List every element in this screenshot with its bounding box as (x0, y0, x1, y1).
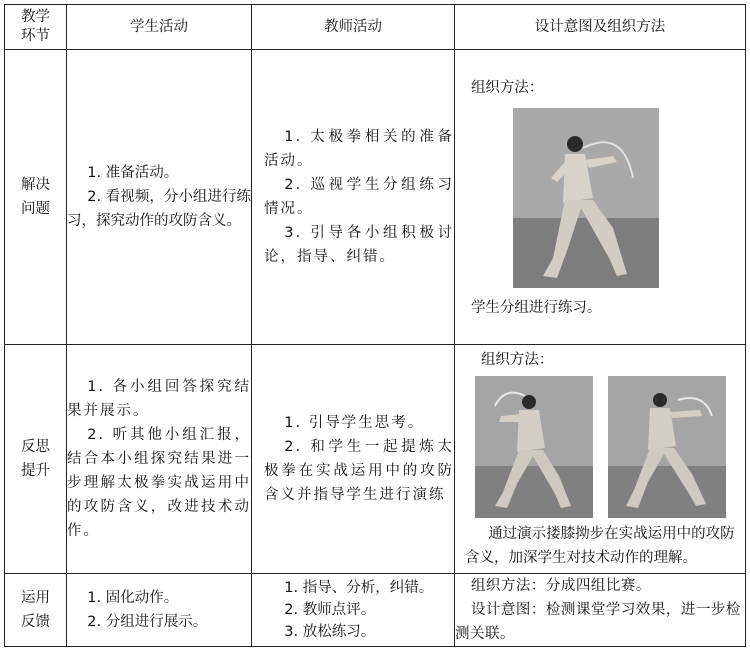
teacher-activity-item: 1. 太极拳相关的准备活动。 (264, 129, 454, 169)
header-stage-label: 教学环节 (21, 9, 50, 44)
header-student-activity: 学生活动 (67, 5, 252, 50)
student-activity-cell (67, 345, 252, 574)
table-row-apply-feedback (5, 574, 746, 647)
taichi-student-practice-photo (513, 108, 659, 288)
student-activity-item: 2. 分组进行展示。 (87, 614, 208, 630)
student-activity-cell (67, 50, 252, 345)
header-teacher-activity: 教师活动 (252, 5, 455, 50)
design-title: 组织方法： (480, 352, 554, 368)
teacher-activity-item: 2. 教师点评。 (284, 602, 376, 618)
teacher-activity-item: 1. 引导学生思考。 (284, 415, 425, 431)
stage-cell (5, 50, 67, 345)
design-cell (455, 345, 746, 574)
design-line: 组织方法：分成四组比赛。 (470, 578, 651, 594)
stage-cell (5, 345, 67, 574)
student-activity-item: 1. 固化动作。 (87, 590, 179, 606)
taichi-move-demo-illustration-right (608, 376, 726, 518)
stage-label: 反思提升 (21, 439, 50, 479)
student-activity-cell (67, 574, 252, 647)
table-row-reflect-improve (5, 345, 746, 574)
header-row (5, 5, 746, 50)
design-caption: 学生分组进行练习。 (470, 300, 602, 316)
student-activity-item: 2. 看视频，分小组进行练习，探究动作的攻防含义。 (67, 189, 251, 229)
design-cell (455, 50, 746, 345)
student-activity-item: 2. 听其他小组汇报，结合本小组探究结果进一步理解太极拳实战运用中的攻防含义，改进技术动作。 (67, 427, 251, 539)
lesson-plan-table (4, 4, 746, 647)
header-design: 设计意图及组织方法 (455, 5, 746, 50)
student-activity-item: 1. 准备活动。 (87, 165, 179, 181)
header-stage (5, 5, 67, 50)
teacher-activity-cell (252, 574, 455, 647)
teacher-activity-item: 3. 引导各小组积极讨论，指导、纠错。 (264, 225, 454, 265)
design-caption: 通过演示搂膝拗步在实战运用中的攻防含义，加深学生对技术动作的理解。 (465, 526, 735, 566)
taichi-move-demo-photo-left (475, 376, 593, 518)
taichi-move-demo-photo-right (608, 376, 726, 518)
teacher-activity-item: 1. 指导、分析，纠错。 (284, 580, 434, 596)
design-cell (455, 574, 746, 647)
taichi-student-practice-illustration (513, 108, 659, 288)
demo-photos (475, 376, 741, 518)
photo-divider (599, 376, 602, 518)
teacher-activity-item: 2. 巡视学生分组练习情况。 (264, 177, 454, 217)
teacher-activity-item: 3. 放松练习。 (284, 624, 376, 640)
teacher-activity-cell (252, 345, 455, 574)
stage-cell (5, 574, 67, 647)
table-row-solve-problem (5, 50, 746, 345)
teacher-activity-item: 2. 和学生一起提炼太极拳在实战运用中的攻防含义并指导学生进行演练 (264, 439, 454, 503)
design-title: 组织方法： (470, 80, 544, 96)
stage-label: 运用反馈 (21, 590, 50, 630)
teacher-activity-cell (252, 50, 455, 345)
stage-label: 解决问题 (21, 177, 50, 217)
taichi-move-demo-illustration-left (475, 376, 593, 518)
student-activity-item: 1. 各小组回答探究结果并展示。 (67, 379, 251, 419)
design-line: 设计意图：检测课堂学习效果，进一步检测关联。 (455, 602, 741, 642)
